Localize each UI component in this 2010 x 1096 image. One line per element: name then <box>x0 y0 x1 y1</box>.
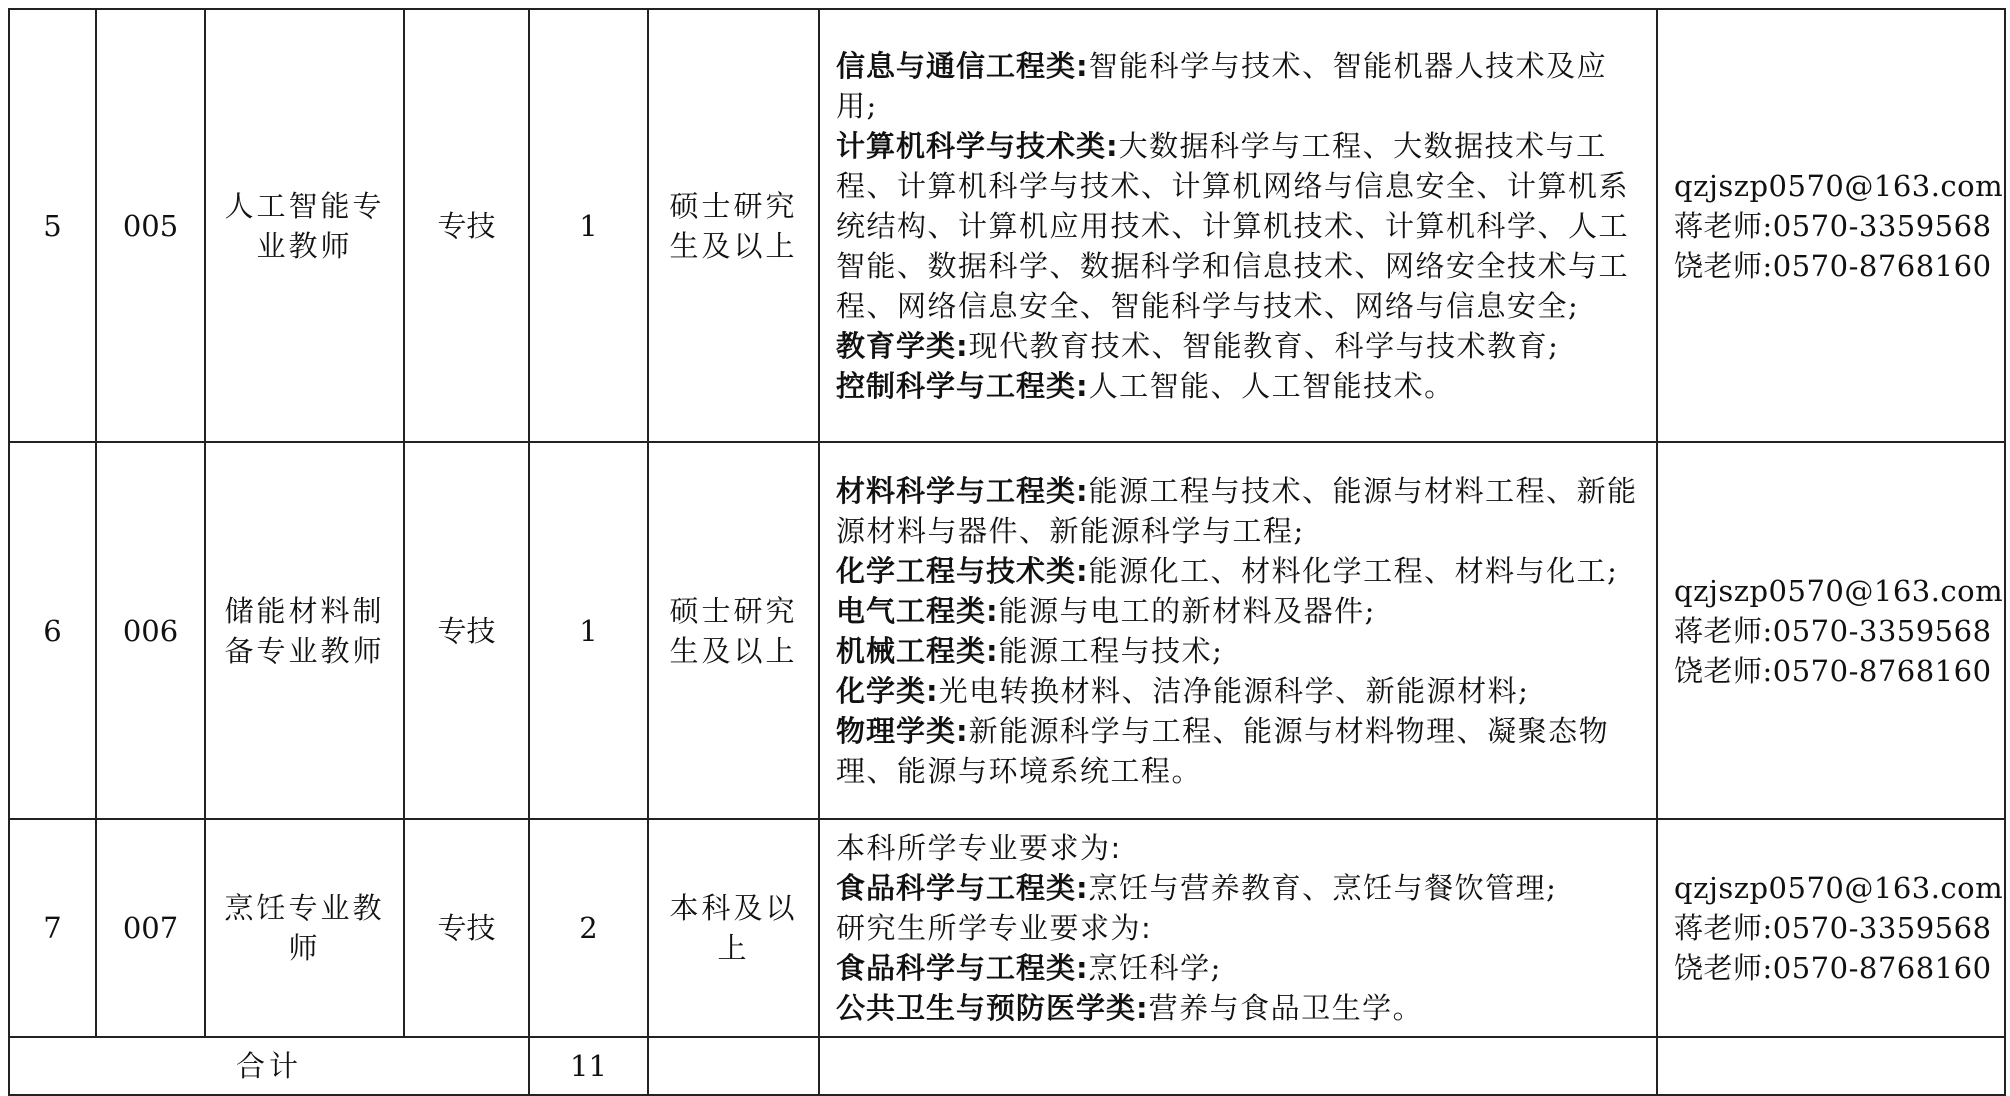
contact-email[interactable]: qzjszp0570@163.com <box>1674 871 2004 905</box>
major-requirements <box>819 819 1657 1037</box>
education: 本科及以上 <box>648 819 819 1037</box>
contact-phone: 饶老师:0570-8768160 <box>1674 951 1992 985</box>
table-row <box>9 442 2005 819</box>
post-code: 006 <box>96 442 205 819</box>
contact-info <box>1657 819 2005 1037</box>
empty-cell <box>648 1037 819 1095</box>
major-line: 本科所学专业要求为: <box>836 831 1122 865</box>
major-line: 食品科学与工程类:烹饪科学; <box>836 951 1222 985</box>
contact-phone: 蒋老师:0570-3359568 <box>1674 613 1992 648</box>
contact-email[interactable]: qzjszp0570@163.com <box>1674 573 2004 608</box>
major-line: 研究生所学专业要求为: <box>836 911 1153 945</box>
contact-phone: 饶老师:0570-8768160 <box>1674 653 1992 688</box>
post-type: 专技 <box>404 442 529 819</box>
contact-phone: 蒋老师:0570-3359568 <box>1674 208 1992 243</box>
post-type: 专技 <box>404 819 529 1037</box>
education: 硕士研究生及以上 <box>648 442 819 819</box>
post-count: 1 <box>529 9 648 442</box>
major-line: 食品科学与工程类:烹饪与营养教育、烹饪与餐饮管理; <box>836 871 1558 905</box>
major-line: 电气工程类:能源与电工的新材料及器件; <box>836 593 1376 628</box>
row-number: 5 <box>9 9 96 442</box>
major-line: 化学工程与技术类:能源化工、材料化学工程、材料与化工; <box>836 553 1619 588</box>
empty-cell <box>819 1037 1657 1095</box>
row-number: 7 <box>9 819 96 1037</box>
post-name: 烹饪专业教师 <box>205 819 404 1037</box>
post-code: 007 <box>96 819 205 1037</box>
post-code: 005 <box>96 9 205 442</box>
major-requirements <box>819 442 1657 819</box>
major-line: 公共卫生与预防医学类:营养与食品卫生学。 <box>836 991 1424 1025</box>
contact-phone: 蒋老师:0570-3359568 <box>1674 911 1992 945</box>
total-count: 11 <box>529 1037 648 1095</box>
post-count: 1 <box>529 442 648 819</box>
major-line: 教育学类:现代教育技术、智能教育、科学与技术教育; <box>836 328 1560 363</box>
contact-info <box>1657 442 2005 819</box>
table-row <box>9 819 2005 1037</box>
major-line: 计算机科学与技术类:大数据科学与工程、大数据技术与工程、计算机科学与技术、计算机网络与信息安全、计算机系统结构、计算机应用技术、计算机技术、计算机科学、人工智能、数据科学、数据科学和信息技术、网络安全技术与工程、网络信息安全、智能科学与技术、网络与信息安全; <box>836 128 1630 323</box>
post-type: 专技 <box>404 9 529 442</box>
major-line: 物理学类:新能源科学与工程、能源与材料物理、凝聚态物理、能源与环境系统工程。 <box>836 713 1610 788</box>
major-requirements <box>819 9 1657 442</box>
contact-email[interactable]: qzjszp0570@163.com <box>1674 168 2004 203</box>
major-line: 机械工程类:能源工程与技术; <box>836 633 1224 668</box>
post-count: 2 <box>529 819 648 1037</box>
major-line: 信息与通信工程类:智能科学与技术、智能机器人技术及应用; <box>836 48 1608 123</box>
post-name: 人工智能专业教师 <box>205 9 404 442</box>
major-line: 控制科学与工程类:人工智能、人工智能技术。 <box>836 368 1455 403</box>
empty-cell <box>1657 1037 2005 1095</box>
total-label: 合计 <box>9 1037 529 1095</box>
contact-info <box>1657 9 2005 442</box>
recruitment-table <box>8 8 2006 1096</box>
major-line: 化学类:光电转换材料、洁净能源科学、新能源材料; <box>836 673 1530 708</box>
row-number: 6 <box>9 442 96 819</box>
education: 硕士研究生及以上 <box>648 9 819 442</box>
table-row <box>9 9 2005 442</box>
major-line: 材料科学与工程类:能源工程与技术、能源与材料工程、新能源材料与器件、新能源科学与工程; <box>836 473 1638 548</box>
total-row <box>9 1037 2005 1095</box>
contact-phone: 饶老师:0570-8768160 <box>1674 248 1992 283</box>
post-name: 储能材料制备专业教师 <box>205 442 404 819</box>
